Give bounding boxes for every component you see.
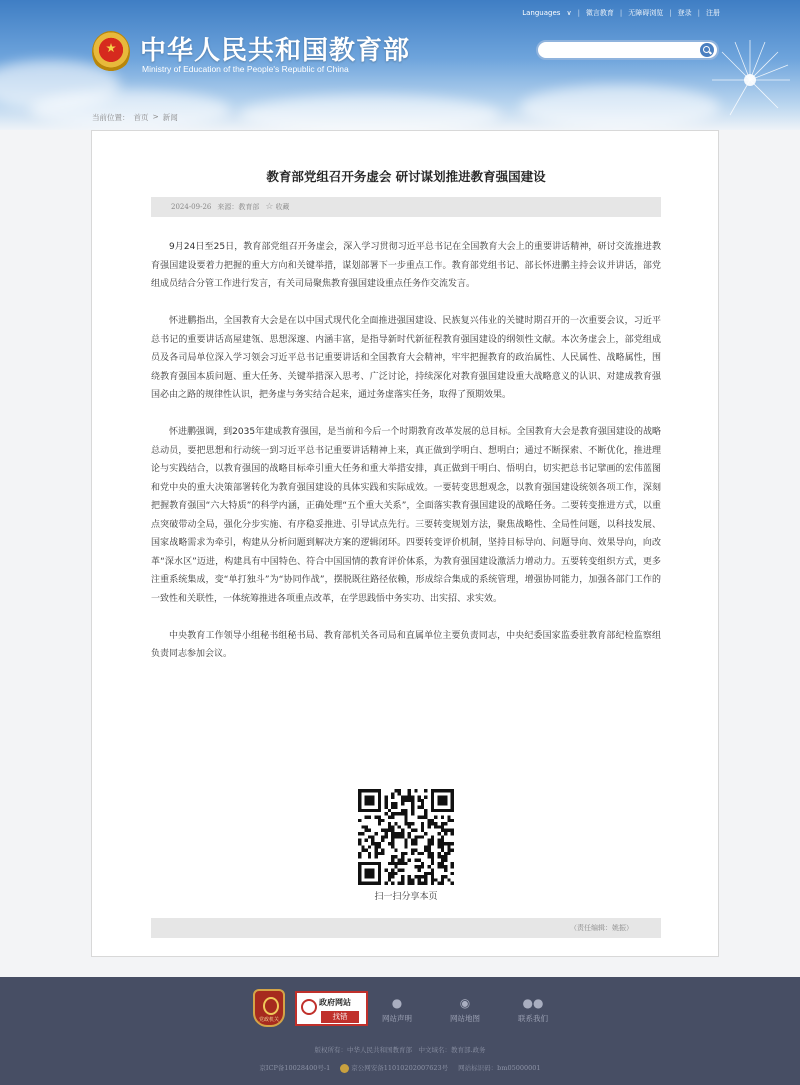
article-paragraph: 9月24日至25日，教育部党组召开务虚会，深入学习贯彻习近平总书记在全国教育大会上的重要讲话精神，研讨交流推进教育强国建设要着力把握的重大方向和关键举措，谋划部署下一步重点工作。教育部党组书记、部长怀进鹏主持会议并讲话，部党组成员结合分管工作进行发言，有关司局聚焦教育强国建设重点任务作交流发言。 [151, 242, 661, 289]
site-subtitle: Ministry of Education of the People's Republic of China [142, 64, 349, 74]
map-pin-icon: ◉ [459, 996, 471, 1010]
badge-bottom-label: 找错 [321, 1011, 359, 1023]
nav-separator: | [577, 9, 580, 17]
nav-separator: | [619, 9, 623, 17]
footer-link-label: 联系我们 [518, 1014, 548, 1023]
article-paragraph: 中央教育工作领导小组秘书组秘书局、教育部机关各司局和直属单位主要负责同志，中央纪委国家监委驻教育部纪检监察组负责同志参加会议。 [151, 630, 661, 659]
site-statement-link[interactable] [372, 993, 422, 1024]
search-input[interactable] [536, 40, 719, 60]
qr-caption: 扫一扫分享本页 [374, 892, 438, 902]
report-error-badge[interactable] [295, 991, 368, 1026]
article-body [151, 238, 661, 682]
people-icon: ●● [522, 996, 544, 1010]
article-date: 2024-09-26 [171, 203, 212, 211]
contact-us-link[interactable] [508, 993, 558, 1024]
breadcrumb [92, 112, 178, 123]
breadcrumb-news[interactable]: 新闻 [162, 113, 178, 122]
site-map-link[interactable] [440, 993, 490, 1024]
breadcrumb-prefix: 当前位置： [92, 113, 130, 122]
cloud-decoration [240, 95, 500, 130]
breadcrumb-home[interactable]: 首页 [133, 113, 149, 122]
footer-link-label: 网站地图 [450, 1014, 480, 1023]
cloud-decoration [30, 90, 230, 130]
favorite-button[interactable] [265, 202, 289, 212]
site-id: 网站标识码：bm05000001 [458, 1064, 541, 1073]
icp-link[interactable]: 京ICP备10028400号-1 [259, 1064, 331, 1073]
magnifier-icon [301, 999, 317, 1015]
badge-label: 党政机关 [258, 1017, 279, 1023]
star-icon: ☆ [265, 202, 274, 212]
police-record[interactable] [340, 1063, 448, 1073]
accessible-browse-link[interactable]: 无障碍浏览 [628, 9, 664, 17]
article-source: 来源：教育部 [217, 203, 260, 211]
badge-top-label: 政府网站 [319, 998, 351, 1007]
article-meta [151, 197, 661, 217]
languages-menu[interactable]: Languages [522, 9, 561, 17]
footer-link-label: 网站声明 [382, 1014, 412, 1023]
nav-separator: | [697, 9, 700, 17]
register-link[interactable]: 注册 [706, 9, 720, 17]
cloud-decoration [520, 85, 720, 130]
favorite-label: 收藏 [275, 203, 290, 211]
person-icon: ● [391, 996, 403, 1010]
login-link[interactable]: 登录 [677, 9, 692, 17]
weibo-link[interactable]: 微言教育 [585, 9, 614, 17]
chevron-down-icon[interactable]: ∨ [566, 9, 572, 17]
page-footer [0, 977, 800, 1085]
top-nav [522, 8, 720, 18]
page-header [0, 0, 800, 130]
breadcrumb-separator: > [152, 112, 159, 121]
qr-code [358, 789, 454, 885]
registration-info [0, 1063, 800, 1073]
article-paragraph: 怀进鹏指出，全国教育大会是在以中国式现代化全面推进强国建设、民族复兴伟业的关键时期召开的一次重要会议，习近平总书记的重要讲话高屋建瓴、思想深邃、内涵丰富，是指导新时代新征程教育强国建设的纲领性文献。本次务虚会上，部党组成员及各司局单位深入学习领会习近平总书记重要讲话和全国教育大会精神，牢牢把握教育的政治属性、人民属性、战略属性，围绕教育强国本质问题、重大任务、关键举措深入思考、广泛讨论，持续深化对教育强国建设重大战略意义的认识、对建成教育强国必由之路的规律性认识，把务虚与务实结合起来，通过务虚落实任务，取得了预期效果。 [151, 316, 661, 400]
editor-credit: （责任编辑：姚振） [151, 918, 661, 938]
national-emblem-icon [92, 31, 130, 73]
article-title: 教育部党组召开务虚会 研讨谋划推进教育强国建设 [266, 169, 546, 184]
article-card [91, 130, 719, 957]
nav-separator: | [669, 9, 672, 17]
police-record-text: 京公网安备11010202007623号 [351, 1064, 449, 1072]
dandelion-decoration [700, 30, 800, 130]
site-title[interactable]: 中华人民共和国教育部 [140, 36, 411, 66]
copyright-text: 版权所有：中华人民共和国教育部 中文域名：教育部.政务 [314, 1046, 486, 1054]
party-government-badge-icon[interactable] [253, 989, 285, 1027]
police-badge-icon [340, 1064, 349, 1073]
article-paragraph: 怀进鹏强调，到2035年建成教育强国，是当前和今后一个时期教育改革发展的总目标。全国教育大会是教育强国建设的战略总动员，要把思想和行动统一到习近平总书记重要讲话精神上来，真正做到学明白、想明白；通过不断探索、不断优化，推进理论与实践结合，以教育强国的战略目标牵引重大任务和重大举措安排，真正做到干明白、悟明白，切实把总书记擘画的宏伟蓝图和党中央的重大决策部署转化为教育强国建设的具体实践和实际成效。一要转变思想观念，以教育强国建设统领各项工作，深刻把握教育强国“六大特质”的科学内涵，正确处理“五个重大关系”，全面落实教育强国建设的战略任务。二要转变推进方式，以重点突破带动全局，强化分步实施、有序稳妥推进、引导试点先行。三要转变规划方法，聚焦战略性、全局性问题，以科技发展、国家战略需求为牵引，构建从分析问题到解决方案的逻辑闭环。四要转变评价机制，坚持目标导向、问题导向、效果导向，向改革“深水区”迈进，构建具有中国特色、符合中国国情的教育评价体系，为教育强国建设激活力增动力。五要转变组织方式，更多注重系统集成，变“单打独斗”为“协同作战”，摆脱既往路径依赖，形成综合集成的系统管理，增强协同能力，加强各部门工作的一致性和关联性，一体统筹推进各项重点改革，在学思践悟中务实功、出实招、求实效。 [151, 427, 661, 604]
